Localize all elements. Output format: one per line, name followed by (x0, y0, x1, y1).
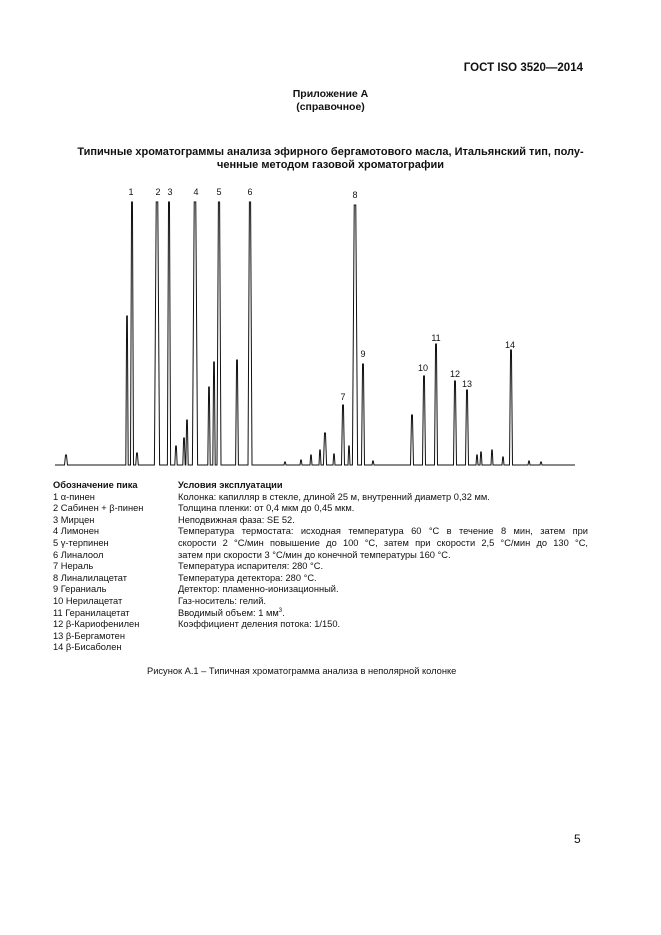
peak-label: 10 (417, 363, 429, 373)
volume-sup: 3 (278, 607, 283, 614)
figure-caption: Рисунок А.1 – Типичная хроматограмма анализа в неполярной колонке (147, 666, 457, 676)
peak-label: 5 (216, 187, 222, 197)
condition-phase: Неподвижная фаза: SE 52. (178, 514, 295, 525)
condition-column: Колонка: капилляр в стекле, длиной 25 м, внутренний диаметр 0,32 мм. (178, 491, 490, 502)
appendix-title: Приложение А (292, 88, 369, 100)
peak-label: 2 (155, 187, 161, 197)
volume-text: Вводимый объем: 1 мм (178, 607, 279, 618)
legend-item: 4 Лимонен (53, 526, 100, 537)
legend-heading: Обозначение пика (53, 480, 138, 490)
peak-label: 6 (247, 187, 253, 197)
peak-label: 9 (360, 349, 366, 359)
condition-detector-temp: Температура детектора: 280 °С. (178, 572, 317, 583)
peak-label: 4 (193, 187, 199, 197)
peak-label: 11 (431, 333, 441, 343)
legend-item: 2 Сабинен + β-пинен (53, 503, 144, 514)
condition-volume (178, 608, 588, 620)
condition-split: Коэффициент деления потока: 1/150. (178, 619, 341, 630)
condition-oven-1: Температура термостата: исходная температура 60 °С в течение 8 мин, затем при (178, 526, 588, 537)
legend-item: 8 Линалилацетат (53, 572, 128, 583)
legend-item: 6 Линалоол (53, 549, 104, 560)
peak-label: 14 (504, 340, 516, 350)
condition-film: Толщина пленки: от 0,4 мкм до 0,45 мкм. (178, 503, 355, 514)
peak-label: 13 (461, 379, 473, 389)
condition-oven-2: скорости 2 °С/мин повышение до 100 °С, затем при скорости 2,5 °С/мин до 130 °С, (178, 537, 588, 548)
peak-label: 1 (128, 187, 134, 197)
volume-end: . (282, 607, 285, 618)
standard-code: ГОСТ ISO 3520—2014 (463, 62, 583, 74)
condition-carrier: Газ-носитель: гелий. (178, 595, 266, 606)
conditions-heading: Условия эксплуатации (178, 480, 283, 490)
page-number: 5 (574, 832, 581, 846)
condition-injector: Температура испарителя: 280 °С. (178, 561, 324, 572)
legend-item: 3 Мирцен (53, 514, 95, 525)
peak-label: 12 (449, 369, 461, 379)
legend-item: 9 Гераниаль (53, 584, 107, 595)
conditions-block (178, 480, 588, 631)
peak-label: 3 (167, 187, 173, 197)
appendix-note: (справочное) (296, 101, 365, 113)
section-heading-line1: Типичные хроматограммы анализа эфирного бергамотового масла, Итальянский тип, полу- (77, 146, 584, 158)
legend-item: 12 β-Кариофенилен (53, 619, 140, 630)
legend-item: 11 Геранилацетат (53, 607, 130, 618)
peak-label: 8 (352, 190, 358, 200)
legend-item: 7 Нераль (53, 561, 94, 572)
condition-oven-3: затем при скорости 3 °С/мин до конечной температуры 160 °С. (178, 549, 451, 560)
legend-item: 5 γ-терпинен (53, 537, 109, 548)
condition-detector: Детектор: пламенно-ионизационный. (178, 584, 339, 595)
legend-item: 13 β-Бергамотен (53, 630, 125, 641)
legend-item: 10 Нерилацетат (53, 595, 123, 606)
peak-label: 7 (340, 392, 346, 402)
legend-item: 1 α-пинен (53, 491, 95, 502)
section-heading-line2: ченные методом газовой хроматографии (217, 159, 444, 171)
legend-item: 14 β-Бисаболен (53, 642, 122, 653)
chromatogram-trace (55, 202, 575, 465)
